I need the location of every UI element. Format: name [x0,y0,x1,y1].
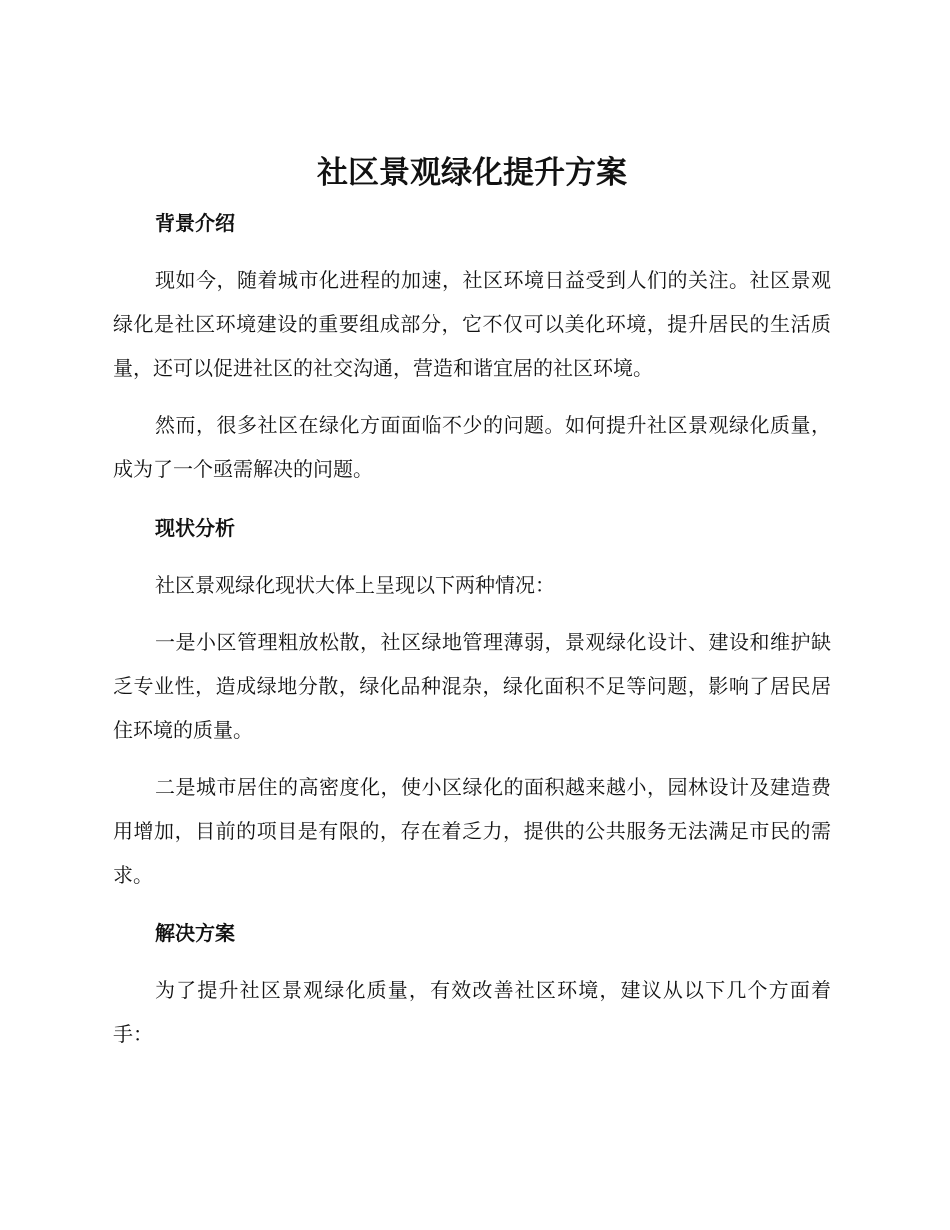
paragraph: 为了提升社区景观绿化质量，有效改善社区环境，建议从以下几个方面着手： [113,978,831,1046]
section-heading-solution: 解决方案 [155,921,235,945]
paragraph: 然而，很多社区在绿化方面面临不少的问题。如何提升社区景观绿化质量，成为了一个亟需解决的问题。 [113,413,831,481]
section-heading-status-analysis: 现状分析 [155,516,235,540]
document-title: 社区景观绿化提升方案 [317,155,627,191]
paragraph: 二是城市居住的高密度化，使小区绿化的面积越来越小，园林设计及建造费用增加，目前的项目是有限的，存在着乏力，提供的公共服务无法满足市民的需求。 [113,775,831,887]
section-heading-background: 背景介绍 [155,211,235,235]
paragraph: 一是小区管理粗放松散，社区绿地管理薄弱，景观绿化设计、建设和维护缺乏专业性，造成绿地分散，绿化品种混杂，绿化面积不足等问题，影响了居民居住环境的质量。 [113,630,831,742]
paragraph: 社区景观绿化现状大体上呈现以下两种情况： [155,573,555,597]
paragraph: 现如今，随着城市化进程的加速，社区环境日益受到人们的关注。社区景观绿化是社区环境建设的重要组成部分，它不仅可以美化环境，提升居民的生活质量，还可以促进社区的社交沟通，营造和谐宜居的社区环境。 [113,268,831,380]
document-page [113,150,831,1056]
